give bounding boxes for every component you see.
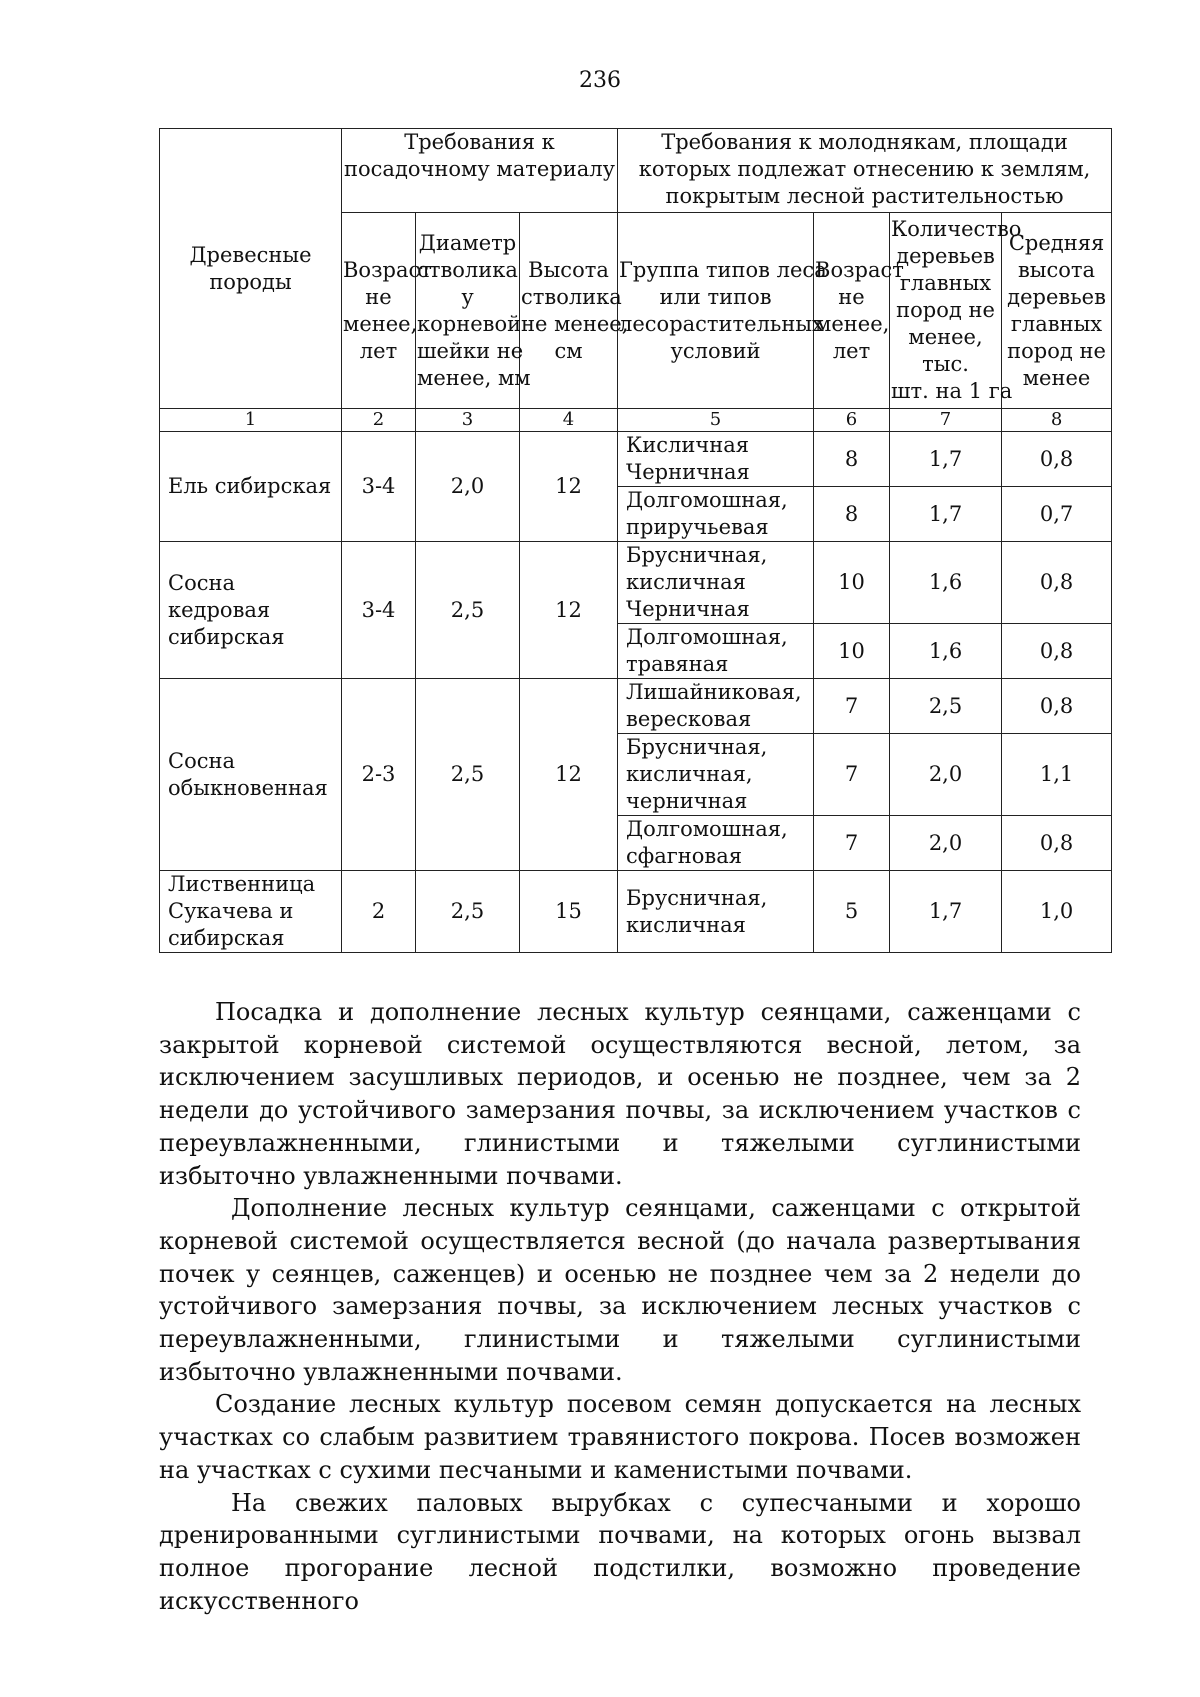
forest-type-cell: Лишайниковая, вересковая [618,679,814,734]
forest-type-cell: Брусничная, кисличная, черничная [618,734,814,816]
header-line: Возраст [343,257,432,282]
table-row [160,432,1112,487]
header-line: стволика [417,257,518,282]
young-age-cell: 10 [814,542,890,624]
header-young-stands: Требования к молоднякам, площади которых подлежат отнесению к землям, покрытым лесной растительностью [618,129,1112,213]
header-height [520,213,629,409]
species-cell: Сосна обыкновенная [160,679,342,871]
header-line: главных [899,271,992,295]
header-line: тыс. [922,352,969,376]
average-height-cell: 0,8 [1002,542,1112,624]
column-number: 5 [618,409,814,432]
header-line: корневой [417,311,522,336]
column-number: 2 [342,409,416,432]
paragraph: На свежих паловых вырубках с супесчаными и хорошо дренированными суглинистыми почвами, на которых огонь вызвал полное прогорание лесной подстилки, возможно проведение искусственного [159,1488,1081,1615]
header-line: условий [670,338,761,363]
table-row [160,679,1112,734]
header-line: шейки не [417,338,524,363]
header-line: главных [1010,311,1103,336]
table-row [160,871,1112,953]
column-number: 6 [814,409,890,432]
header-tree-count [890,213,1022,409]
header-line: лет [832,338,871,363]
header-line: менее, мм [417,365,531,390]
forest-type-cell: Долгомошная, приручьевая [618,487,814,542]
young-age-cell: 10 [814,624,890,679]
column-number: 1 [160,409,342,432]
header-line: Возраст [815,257,904,282]
height-cell: 12 [520,542,618,679]
average-height-cell: 0,8 [1002,816,1112,871]
average-height-cell: 0,8 [1002,432,1112,487]
header-line: Диаметр [418,230,517,255]
requirements-table [159,128,1112,953]
header-line: лесорастительных [619,311,824,336]
header-forest-type [618,213,827,409]
planting-age-cell: 2-3 [342,679,416,871]
column-number: 4 [520,409,618,432]
column-number-row [160,409,1112,432]
header-planting-material: Требования к посадочному материалу [342,129,618,213]
average-height-cell: 0,7 [1002,487,1112,542]
header-line: стволика [521,284,622,309]
height-cell: 12 [520,432,618,542]
header-line: Количество [891,217,1022,241]
table-header-row-1 [160,129,1112,213]
forest-type-cell: Долгомошная, сфагновая [618,816,814,871]
paragraph: Дополнение лесных культур сеянцами, саженцами с открытой корневой системой осуществляется весной (до начала развертывания почек у сеянцев, саженцев) и осенью не позднее чем за 2 недели до устойчивого замерзания почвы, за исключением лесных участков с переувлажненными, глинистыми и тяжелыми суглинистыми избыточно увлажненными почвами. [159,1194,1081,1386]
diameter-cell: 2,5 [416,679,520,871]
header-line: лет [359,338,398,363]
header-line: деревьев [1007,284,1106,309]
header-line: см [554,338,583,363]
body-text [159,996,1081,1617]
page-number: 236 [579,68,621,93]
header-line: пород не [896,298,995,322]
tree-count-cell: 2,5 [890,679,1002,734]
young-age-cell: 7 [814,734,890,816]
young-age-cell: 7 [814,816,890,871]
header-line: пород не [1007,338,1106,363]
height-cell: 15 [520,871,618,953]
average-height-cell: 1,0 [1002,871,1112,953]
diameter-cell: 2,5 [416,542,520,679]
diameter-cell: 2,5 [416,871,520,953]
tree-count-cell: 1,7 [890,871,1002,953]
planting-age-cell: 3-4 [342,542,416,679]
header-line: Средняя [1008,230,1105,255]
header-young-age [814,213,904,409]
tree-count-cell: 2,0 [890,816,1002,871]
column-number: 3 [416,409,520,432]
header-average-height [1002,213,1112,409]
species-cell: Лиственница Сукачева и сибирская [160,871,342,953]
planting-age-cell: 2 [342,871,416,953]
average-height-cell: 0,8 [1002,624,1112,679]
tree-count-cell: 1,7 [890,432,1002,487]
header-line: менее, [343,311,418,336]
header-line: не [365,284,392,309]
header-species: Древесные породы [160,129,342,409]
column-number: 8 [1002,409,1112,432]
young-age-cell: 5 [814,871,890,953]
header-line: высота [1017,257,1096,282]
tree-count-cell: 2,0 [890,734,1002,816]
young-age-cell: 8 [814,487,890,542]
paragraph: Создание лесных культур посевом семян допускается на лесных участках со слабым развитием травянистого покрова. Посев возможен на участках с сухими песчаными и каменистыми почвами. [159,1390,1081,1484]
planting-age-cell: 3-4 [342,432,416,542]
header-line: менее [1022,365,1091,390]
header-diameter [416,213,531,409]
header-line: менее, [815,311,890,336]
average-height-cell: 1,1 [1002,734,1112,816]
header-line: у [461,284,474,309]
forest-type-cell: Брусничная, кисличная [618,871,814,953]
header-line: деревьев [896,244,995,268]
young-age-cell: 8 [814,432,890,487]
header-line: или типов [659,284,772,309]
header-line: Высота [528,257,609,282]
header-line: не менее, [521,311,629,336]
header-line: не [838,284,865,309]
forest-type-cell: Кисличная Черничная [618,432,814,487]
young-age-cell: 7 [814,679,890,734]
header-line: шт. на 1 га [891,379,1013,403]
species-cell: Ель сибирская [160,432,342,542]
average-height-cell: 0,8 [1002,679,1112,734]
tree-count-cell: 1,7 [890,487,1002,542]
tree-count-cell: 1,6 [890,542,1002,624]
paragraph: Посадка и дополнение лесных культур сеянцами, саженцами с закрытой корневой системой осуществляются весной, летом, за исключением засушливых периодов, и осенью не позднее, чем за 2 недели до устойчивого замерзания почвы, за исключением участков с переувлажненными, глинистыми и тяжелыми суглинистыми избыточно увлажненными почвами. [159,998,1081,1190]
header-age [342,213,432,409]
table-row [160,542,1112,624]
height-cell: 12 [520,679,618,871]
tree-count-cell: 1,6 [890,624,1002,679]
header-line: менее, [908,325,983,349]
column-number: 7 [890,409,1002,432]
forest-type-cell: Брусничная, кисличная Черничная [618,542,814,624]
forest-type-cell: Долгомошная, травяная [618,624,814,679]
species-cell: Сосна кедровая сибирская [160,542,342,679]
diameter-cell: 2,0 [416,432,520,542]
header-line: Группа типов леса [619,257,827,282]
